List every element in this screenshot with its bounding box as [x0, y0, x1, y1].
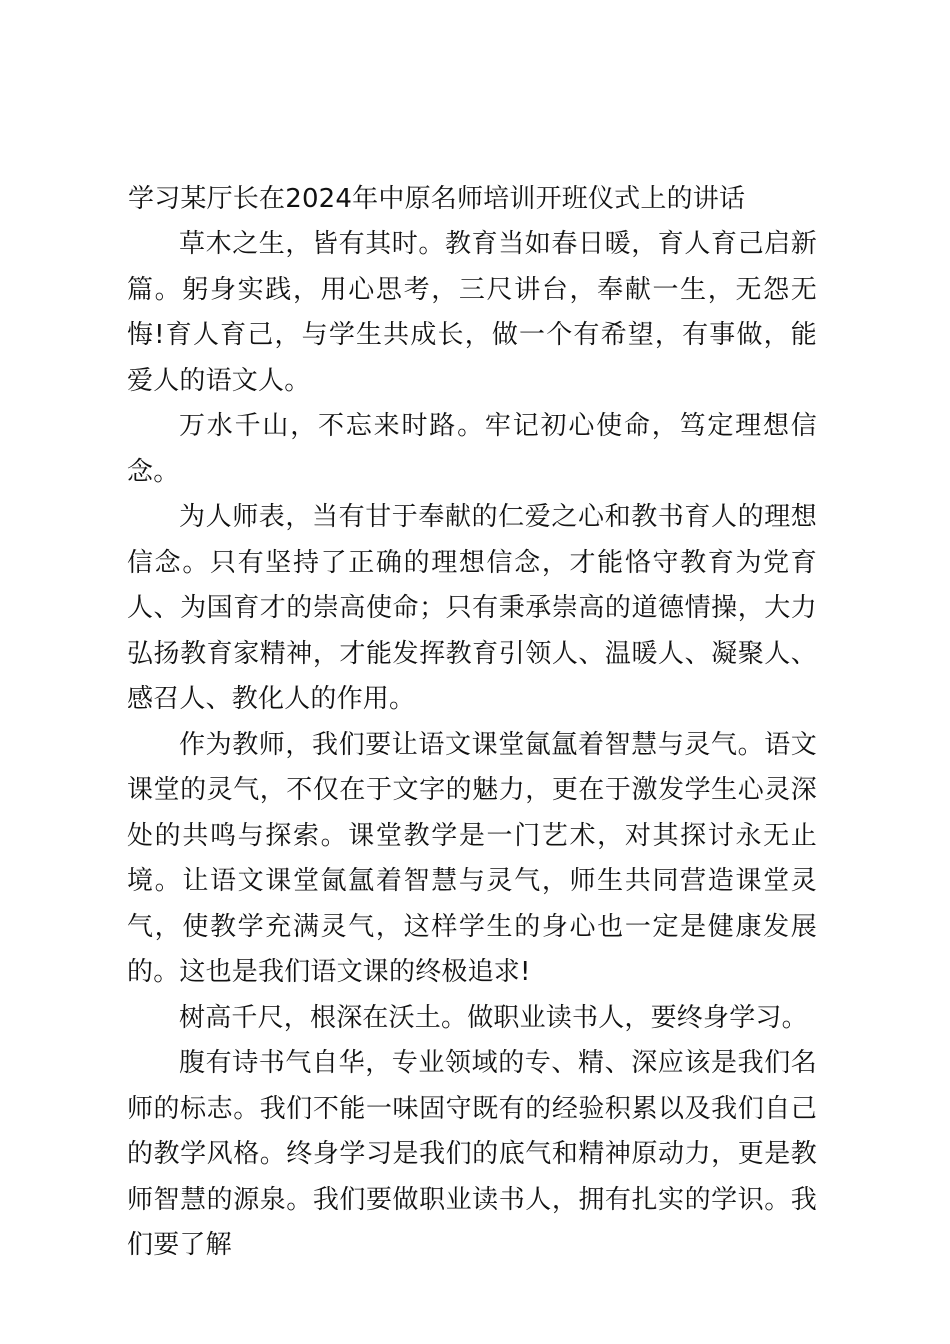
document-body	[127, 222, 817, 1269]
document-title: 学习某厅长在2024年中原名师培训开班仪式上的讲话	[128, 184, 746, 214]
paragraph: 腹有诗书气自华，专业领域的专、精、深应该是我们名师的标志。我们不能一味固守既有的经验积累以及我们自己的教学风格。终身学习是我们的底气和精神原动力，更是教师智慧的源泉。我们要做职业读书人，拥有扎实的学识。我们要了解	[127, 1048, 817, 1260]
paragraph: 为人师表，当有甘于奉献的仁爱之心和教书育人的理想信念。只有坚持了正确的理想信念，才能恪守教育为党育人、为国育才的崇高使命；只有秉承崇高的道德情操，大力弘扬教育家精神，才能发挥教育引领人、温暖人、凝聚人、感召人、教化人的作用。	[127, 502, 817, 714]
paragraph: 草木之生，皆有其时。教育当如春日暖，育人育己启新篇。躬身实践，用心思考，三尺讲台，奉献一生，无怨无悔!育人育己，与学生共成长，做一个有希望，有事做，能爱人的语文人。	[127, 229, 817, 396]
paragraph: 作为教师，我们要让语文课堂氤氲着智慧与灵气。语文课堂的灵气，不仅在于文字的魅力，更在于激发学生心灵深处的共鸣与探索。课堂教学是一门艺术，对其探讨永无止境。让语文课堂氤氲着智慧与灵气，师生共同营造课堂灵气，使教学充满灵气，这样学生的身心也一定是健康发展的。这也是我们语文课的终极追求!	[127, 729, 817, 987]
paragraph: 树高千尺，根深在沃土。做职业读书人，要终身学习。	[179, 1002, 808, 1033]
paragraph: 万水千山，不忘来时路。牢记初心使命，笃定理想信念。	[127, 411, 817, 487]
